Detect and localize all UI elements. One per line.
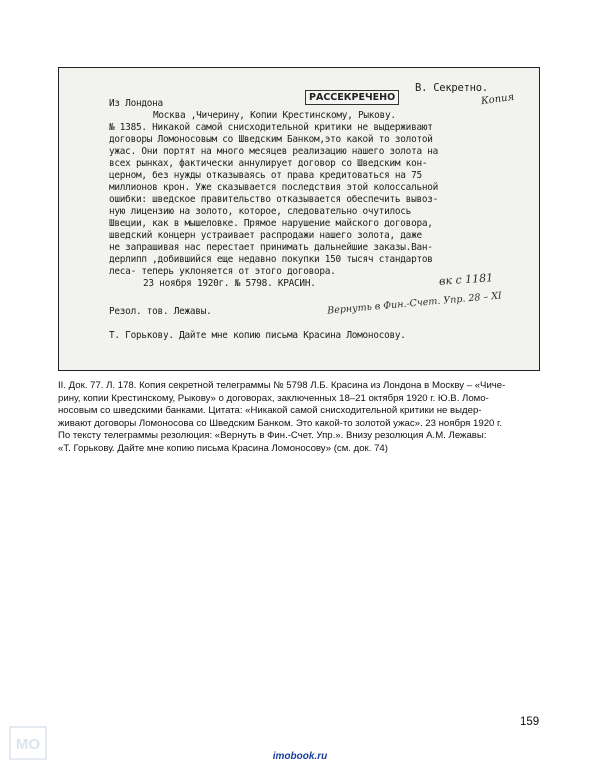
telegram-line: леса- теперь уклоняется от этого договора. — [109, 266, 336, 277]
telegram-line: церном, без нужды отказываясь от права кредитоваться на 75 — [109, 170, 422, 181]
telegram-line: ошибки: шведское правительство отказывается обеспечить вывоз- — [109, 194, 439, 205]
telegram-line: всех рынках, фактически аннулирует договор со Шведским кон- — [109, 158, 428, 169]
handwritten-registration-code: вк с 1181 — [438, 271, 494, 288]
document-photo-frame — [58, 67, 540, 371]
caption-line: рину, копии Крестинскому, Рыкову» о договорах, заключенных 18–21 октября 1920 г. Ю.В. Ломо- — [58, 392, 489, 404]
telegram-resolution-label: Резол. тов. Лежавы. — [109, 306, 212, 317]
telegram-line: № 1385. Никакой самой снисходительной критики не выдерживают — [109, 122, 433, 133]
declassified-stamp: РАССЕКРЕЧЕНО — [305, 90, 399, 105]
handwritten-copy-note: Копия — [480, 91, 515, 108]
telegram-line: шведский концерн устраивает распродажи нашего золота, даже — [109, 230, 422, 241]
telegram-line: договоры Ломоносовым со Шведским Банком,это какой то золотой — [109, 134, 433, 145]
telegram-line: ную лицензию на золото, которое, следовательно очутилось — [109, 206, 412, 217]
telegram-line: 23 ноября 1920г. № 5798. КРАСИН. — [143, 278, 316, 289]
telegram-line: Т. Горькову. Дайте мне копию письма Красина Ломоносову. — [109, 330, 406, 341]
telegram-line: дерлипп ,добившийся еще недавно покупки 150 тысяч стандартов — [109, 254, 433, 265]
caption-line: По тексту телеграммы резолюция: «Вернуть в Фин.-Счет. Упр.». Внизу резолюция А.М. Лежавы: — [58, 430, 487, 442]
caption-line: «Т. Горькову. Дайте мне копию письма Красина Ломоносову» (см. док. 74) — [58, 442, 388, 454]
telegram-photo — [59, 68, 540, 371]
telegram-header-right: В. Секретно. — [415, 82, 488, 94]
telegram-line: Москва ,Чичерину, Копии Крестинскому, Рыкову. — [153, 110, 396, 121]
caption-line: живают договоры Ломоносова со Шведским Банком. Это какой-то золотой ужас». 23 ноября 1920 г. — [58, 417, 503, 429]
publisher-logo-text: МО — [15, 736, 41, 753]
caption-line: II. Док. 77. Л. 178. Копия секретной телеграммы № 5798 Л.Б. Красина из Лондона в Москву – «Чиче- — [58, 380, 506, 391]
footer-site-link[interactable]: imobook.ru — [272, 751, 328, 762]
telegram-line: Из Лондона — [109, 98, 163, 109]
telegram-line: миллионов крон. Уже сказывается последствия этой колоссальной — [109, 182, 439, 193]
caption-line: носовым со шведскими банками. Цитата: «Никакой самой снисходительной критики не выдер- — [58, 405, 482, 417]
telegram-line: не запрашивая нас перестает принимать дальнейшие заказы.Ван- — [109, 242, 433, 253]
telegram-line: ужас. Они портят на много месяцев реализацию нашего золота на — [109, 146, 439, 157]
handwritten-resolution: Вернуть в Фин.-Счет. Упр. 28 – XI — [326, 290, 503, 317]
figure-caption — [58, 380, 542, 456]
telegram-line: Швеции, как в мышеловке. Прямое нарушение майского договора, — [109, 218, 433, 229]
page-number: 159 — [520, 716, 540, 728]
